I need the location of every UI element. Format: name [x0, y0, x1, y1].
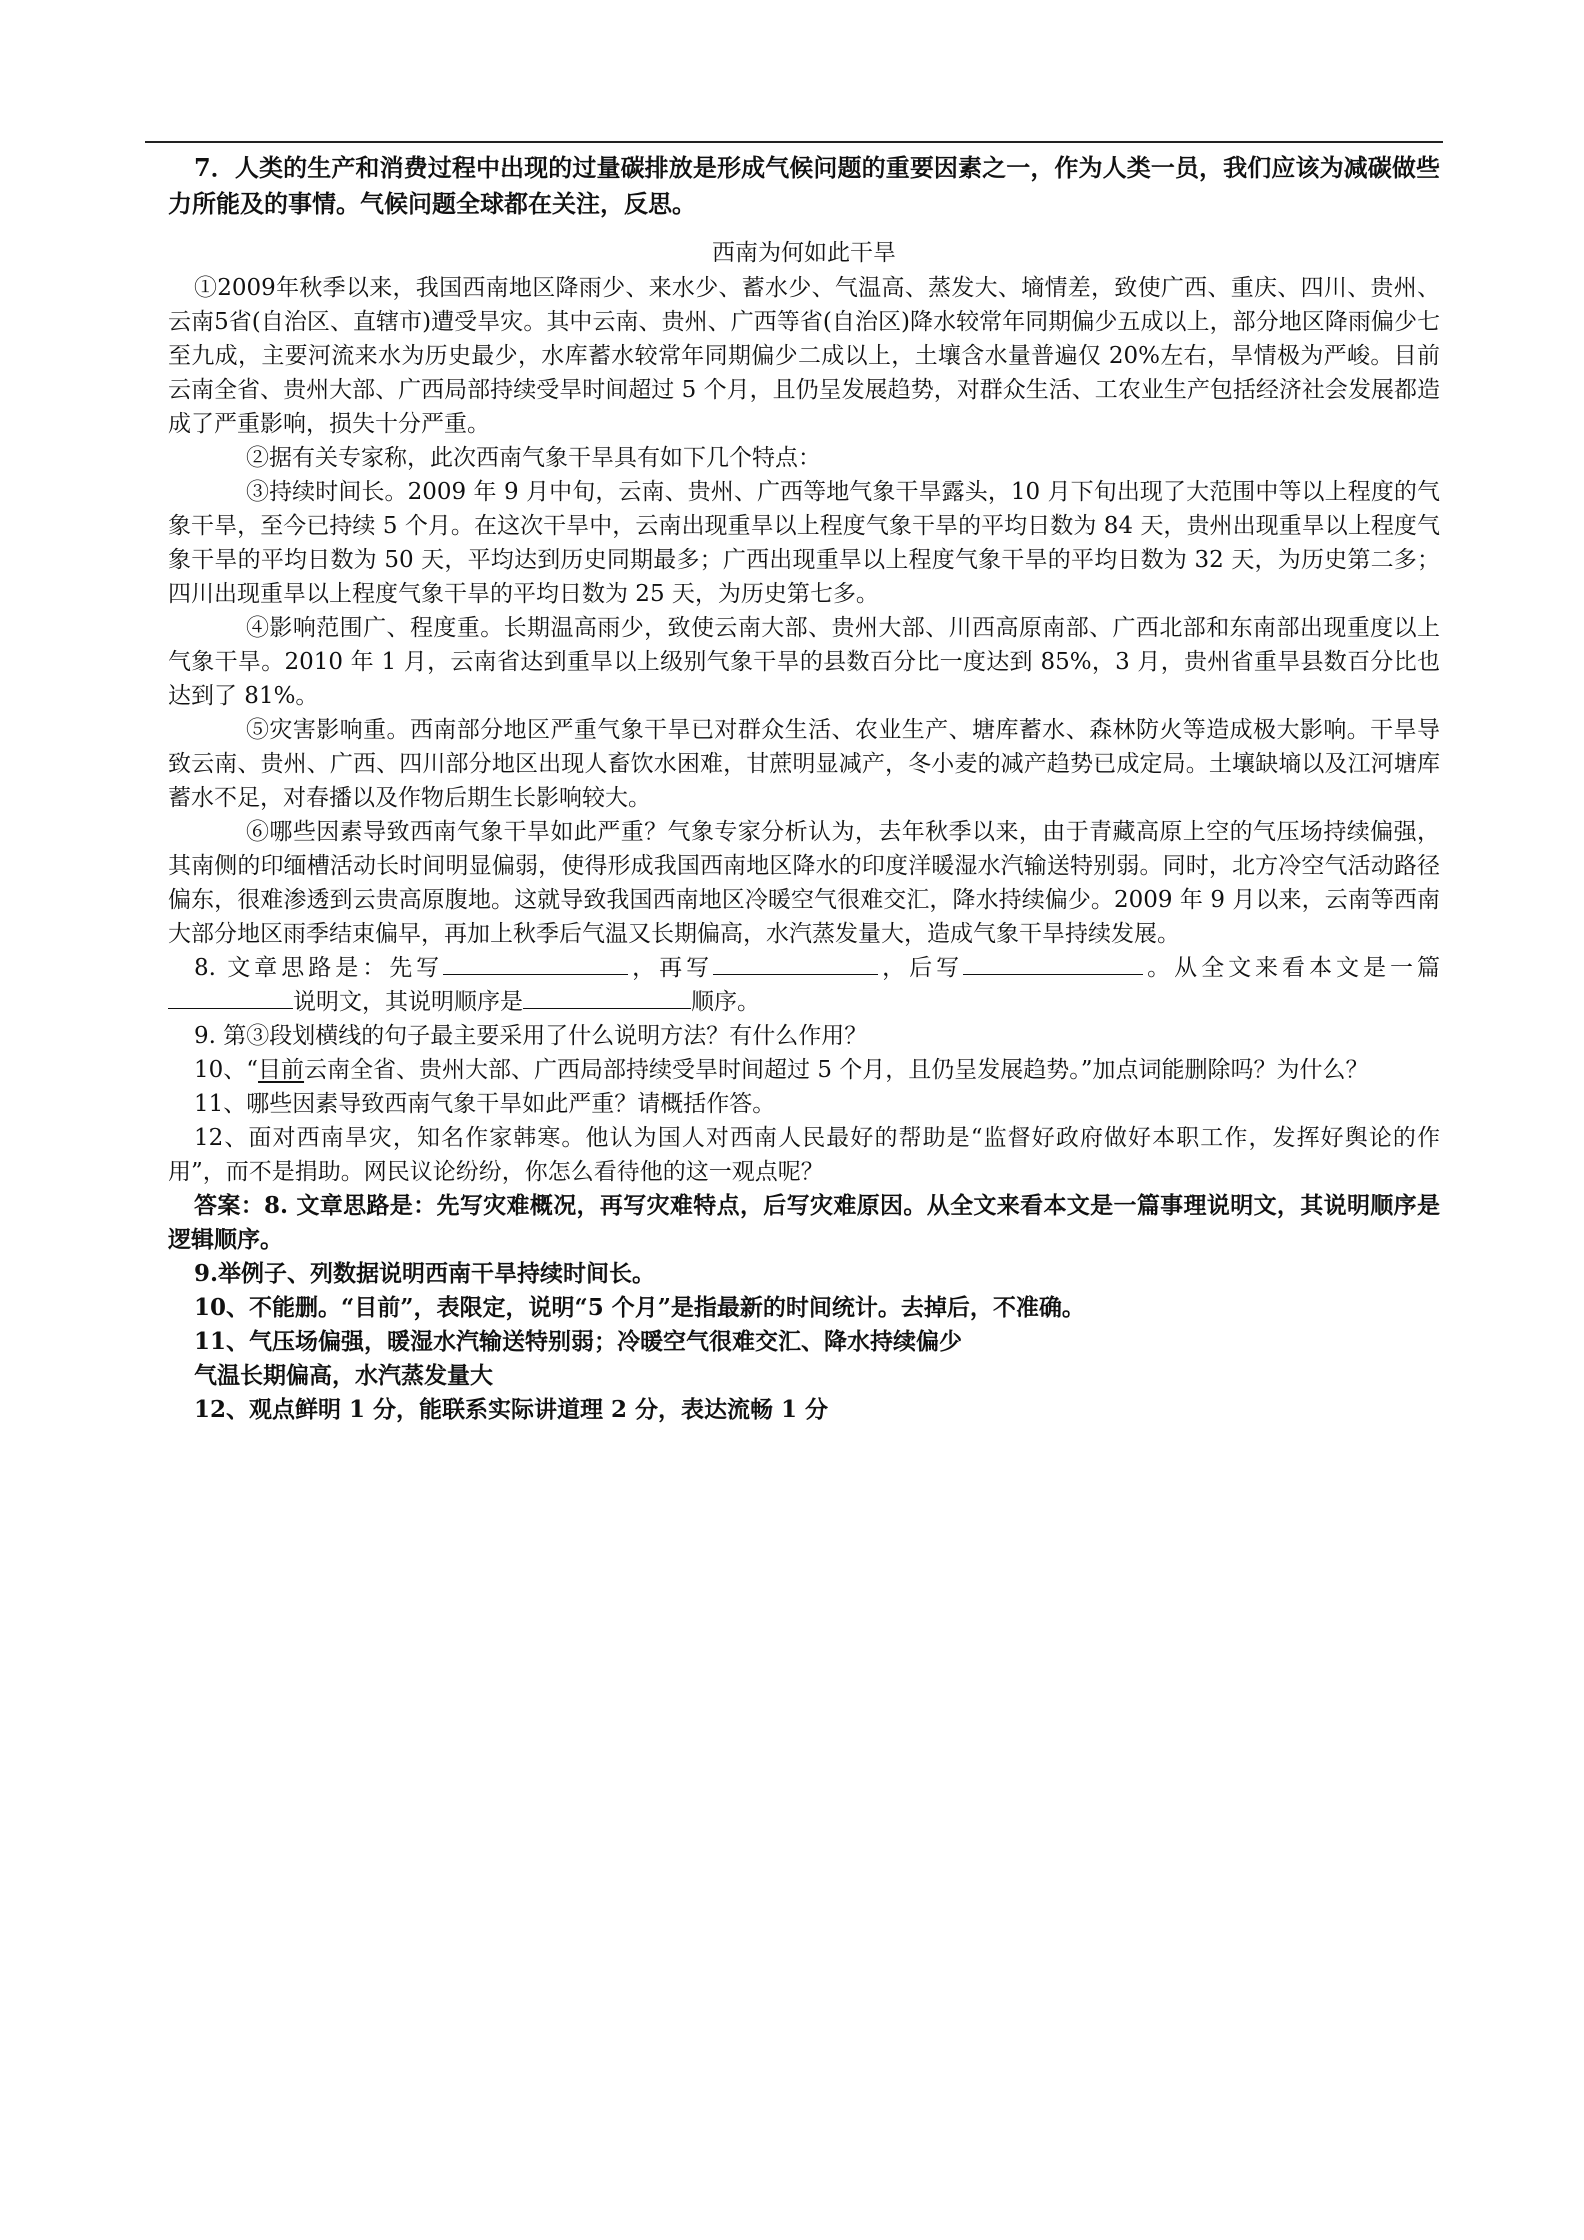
question-9: 9. 第③段划横线的句子最主要采用了什么说明方法？有什么作用？	[194, 1023, 868, 1049]
answer-blank-2[interactable]	[713, 952, 878, 975]
answer-9: 9.举例子、列数据说明西南干旱持续时间长。	[194, 1260, 656, 1287]
document-content	[168, 150, 1463, 1427]
question-8-part-c: ，后写	[878, 955, 964, 981]
answer-8: 答案：8. 文章思路是：先写灾难概况，再写灾难特点，后写灾难原因。从全文来看本文是一篇事理说明文，其说明顺序是 逻辑顺序。	[168, 1192, 1463, 1253]
article-paragraph-1: ①2009年秋季以来，我国西南地区降雨少、来水少、蓄水少、气温高、蒸发大、墒情差，致使广西、重庆、四川、贵州、云南5省(自治区、直辖市)遭受旱灾。其中云南、贵州、广西等省(自治区)降水较常年同期偏少五成以上，部分地区降雨偏少七至九成，主要河流来水为历史最少，水库蓄水较常年同期偏少二成以上，土壤含水量普遍仅 20%左右，旱情极为严峻。目前云南全省、贵州大部、广西局部持续受旱时间超过 5 个月，且仍呈发展趋势，对群众生活、工农业生产包括经济社会发展都造成了严重影响，损失十分严重。	[168, 275, 1440, 437]
question-10-part-a: 10、“	[194, 1057, 259, 1083]
answer-11-line-1: 11、气压场偏强，暖湿水汽输送特别弱；冷暖空气很难交汇、降水持续偏少	[194, 1328, 963, 1355]
question-12: 12、面对西南旱灾，知名作家韩寒。他认为国人对西南人民最好的帮助是“监督好政府做好本职工作，发挥好舆论的作用”，而不是捐助。网民议论纷纷，你怎么看待他的这一观点呢？	[168, 1125, 1440, 1185]
answer-section	[168, 1189, 1463, 1427]
question-10	[168, 1053, 1440, 1087]
answer-12: 12、观点鲜明 1 分，能联系实际讲道理 2 分，表达流畅 1 分	[194, 1396, 829, 1423]
answer-blank-3[interactable]	[963, 952, 1143, 975]
article-paragraph-2: ②据有关专家称，此次西南气象干旱具有如下几个特点：	[246, 445, 821, 471]
question-8	[168, 951, 1440, 1019]
question-8-part-b: ，再写	[628, 955, 714, 981]
article-paragraph-5: ⑤灾害影响重。西南部分地区严重气象干旱已对群众生活、农业生产、塘库蓄水、森林防火等造成极大影响。干旱导致云南、贵州、广西、四川部分地区出现人畜饮水困难，甘蔗明显减产，冬小麦的减产趋势已成定局。土壤缺墒以及江河塘库蓄水不足，对春播以及作物后期生长影响较大。	[168, 717, 1440, 811]
answer-11-line-2: 气温长期偏高，水汽蒸发量大	[194, 1362, 493, 1389]
question-8-part-d: 。从全文来看本文是一篇	[1143, 955, 1441, 981]
question-7: 7．人类的生产和消费过程中出现的过量碳排放是形成气候问题的重要因素之一，作为人类一员，我们应该为减碳做些力所能及的事情。气候问题全球都在关注，反思。	[168, 153, 1440, 218]
article-paragraph-4: ④影响范围广、程度重。长期温高雨少，致使云南大部、贵州大部、川西高原南部、广西北部和东南部出现重度以上气象干旱。2010 年 1 月，云南省达到重旱以上级别气象干旱的县数百分比一度达到 85%，3 月，贵州省重旱县数百分比也达到了 81%。	[168, 615, 1440, 709]
question-10-part-b: 云南全省、贵州大部、广西局部持续受旱时间超过 5 个月，且仍呈发展趋势。”加点词能删除吗？为什么？	[304, 1057, 1369, 1083]
question-8-part-f: 顺序。	[691, 989, 760, 1015]
answer-blank-1[interactable]	[443, 952, 628, 975]
header-rule	[145, 141, 1443, 143]
question-11: 11、哪些因素导致西南气象干旱如此严重？请概括作答。	[194, 1091, 776, 1117]
article-paragraph-6: ⑥哪些因素导致西南气象干旱如此严重？气象专家分析认为，去年秋季以来，由于青藏高原上空的气压场持续偏强，其南侧的印缅槽活动长时间明显偏弱，使得形成我国西南地区降水的印度洋暖湿水汽输送特别弱。同时，北方冷空气活动路径偏东，很难渗透到云贵高原腹地。这就导致我国西南地区冷暖空气很难交汇，降水持续偏少。2009 年 9 月以来，云南等西南大部分地区雨季结束偏早，再加上秋季后气温又长期偏高，水汽蒸发量大，造成气象干旱持续发展。	[168, 819, 1440, 947]
question-8-part-e: 说明文，其说明顺序是	[293, 989, 523, 1015]
article-paragraph-3: ③持续时间长。2009 年 9 月中旬，云南、贵州、广西等地气象干旱露头，10 月下旬出现了大范围中等以上程度的气象干旱，至今已持续 5 个月。在这次干旱中，云南出现重旱以上程度气象干旱的平均日数为 84 天，贵州出现重旱以上程度气象干旱的平均日数为 50 天，平均达到历史同期最多；广西出现重旱以上程度气象干旱的平均日数为 32 天，为历史第二多；四川出现重旱以上程度气象干旱的平均日数为 25 天，为历史第七多。	[168, 479, 1440, 607]
answer-10: 10、不能删。“目前”，表限定，说明“5 个月”是指最新的时间统计。去掉后，不准确。	[194, 1294, 1085, 1321]
answer-blank-5[interactable]	[523, 986, 691, 1009]
question-8-part-a: 8. 文章思路是：先写	[194, 955, 444, 981]
dotted-word: 目前	[258, 1057, 305, 1083]
article-title: 西南为何如此干旱	[712, 240, 896, 266]
answer-blank-4[interactable]	[168, 986, 293, 1009]
